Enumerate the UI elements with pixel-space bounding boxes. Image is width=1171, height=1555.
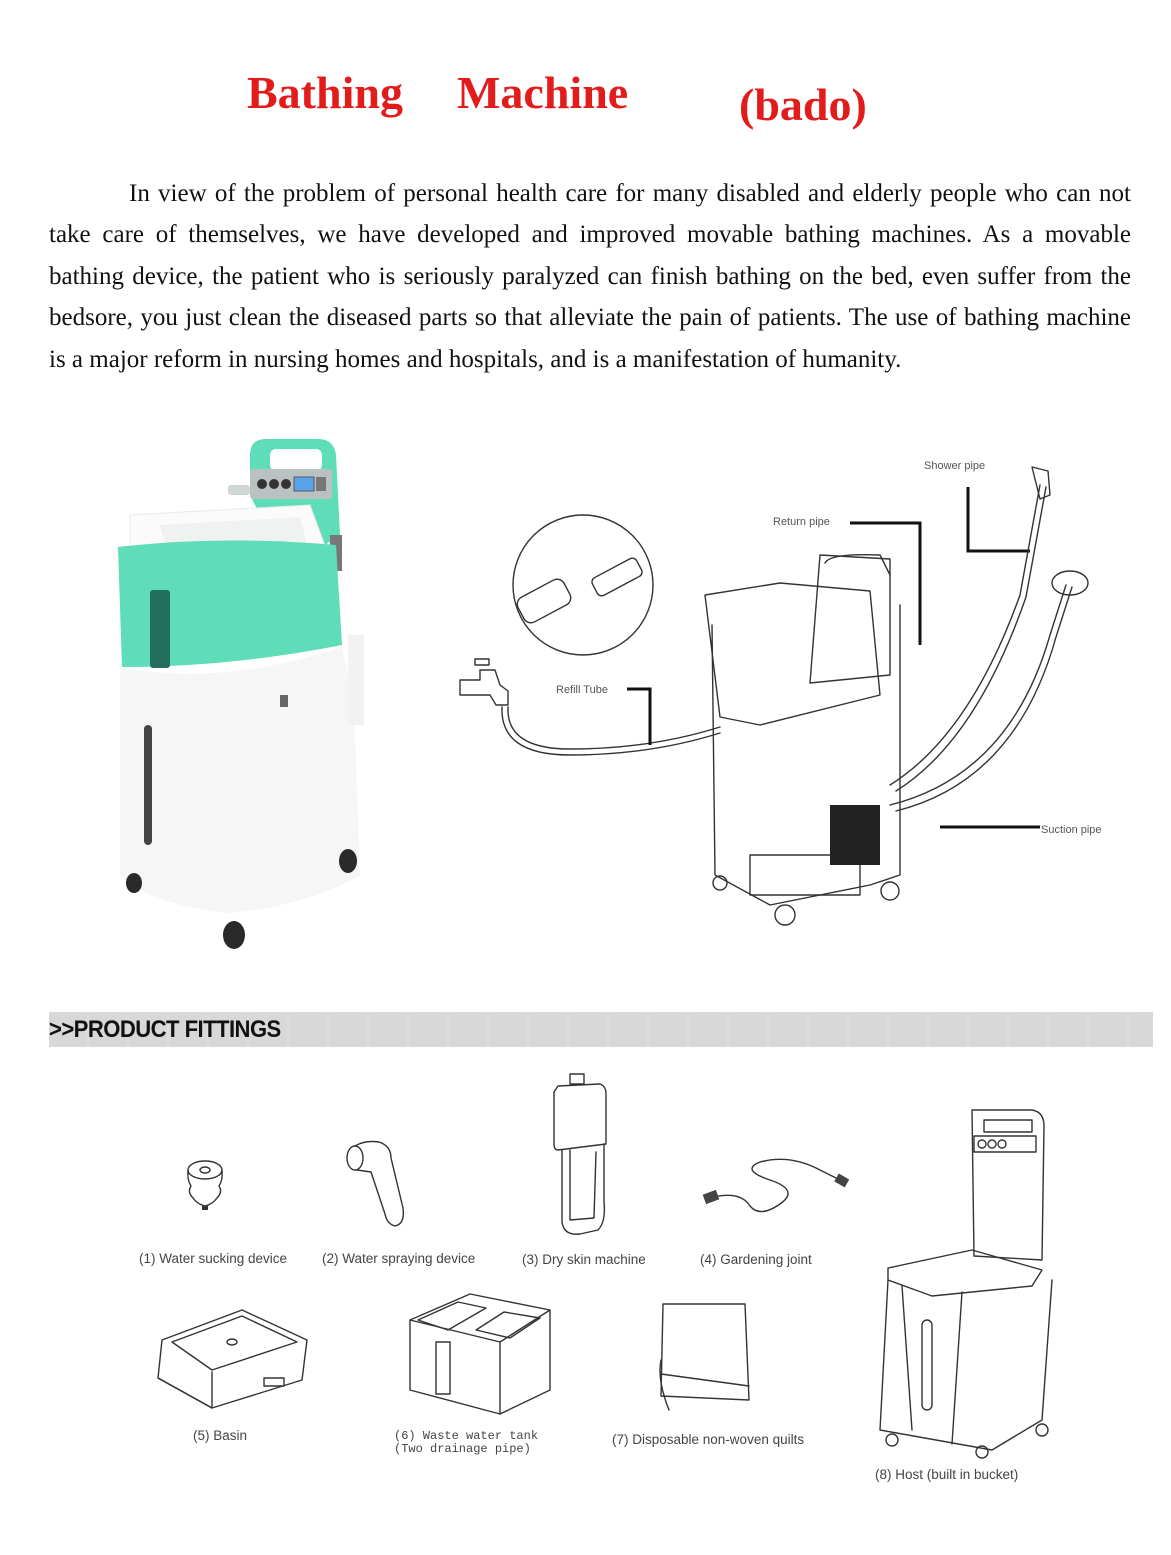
fitting-gardening-joint-illustration bbox=[700, 1150, 850, 1220]
fitting-basin-illustration bbox=[152, 1300, 312, 1410]
fitting-dry-skin-machine-illustration bbox=[550, 1072, 620, 1242]
product-photo bbox=[110, 435, 380, 955]
fitting-water-spraying-device-illustration bbox=[345, 1138, 415, 1228]
fitting-sublabel-6: (Two drainage pipe) bbox=[394, 1442, 531, 1456]
callout-shower-pipe: Shower pipe bbox=[924, 460, 986, 472]
callout-return-pipe: Return pipe bbox=[773, 516, 830, 528]
fitting-label-5: (5) Basin bbox=[193, 1428, 248, 1443]
title-brand: (bado) bbox=[739, 79, 867, 130]
fitting-label-1: (1) Water sucking device bbox=[139, 1251, 288, 1266]
callout-refill-tube: Refill Tube bbox=[556, 684, 608, 696]
fitting-waste-water-tank-illustration bbox=[400, 1290, 560, 1420]
fitting-label-4: (4) Gardening joint bbox=[700, 1252, 812, 1267]
fitting-non-woven-quilts-illustration bbox=[655, 1300, 755, 1420]
intro-paragraph: In view of the problem of personal health care for many disabled and elderly people who can not take care of themselves, we have developed and improved movable bathing machines. As a movable bathing device, the patient who is seriously paralyzed can finish bathing on the bed, even suffer from the bedsore, you just clean the diseased parts so that alleviate the pain of patients. The use of bathing machine is a major reform in nursing homes and hospitals, and is a manifestation of humanity. bbox=[49, 180, 1131, 373]
fitting-label-3: (3) Dry skin machine bbox=[522, 1252, 646, 1267]
section-title: >>PRODUCT FITTINGS bbox=[49, 1016, 281, 1043]
fitting-water-sucking-device-illustration bbox=[185, 1160, 225, 1220]
fitting-label-8: (8) Host (built in bucket) bbox=[875, 1467, 1019, 1482]
fitting-label-2: (2) Water spraying device bbox=[322, 1251, 476, 1266]
fitting-label-7: (7) Disposable non-woven quilts bbox=[612, 1432, 805, 1447]
section-header-product-fittings bbox=[49, 1012, 1153, 1047]
title-word-machine: Machine bbox=[457, 67, 629, 118]
title-word-bathing: Bathing bbox=[247, 67, 403, 118]
callout-suction-pipe: Suction pipe bbox=[1041, 824, 1102, 836]
connection-diagram bbox=[450, 455, 1160, 945]
fitting-host-illustration bbox=[872, 1100, 1072, 1460]
fitting-label-6: (6) Waste water tank bbox=[394, 1429, 539, 1443]
